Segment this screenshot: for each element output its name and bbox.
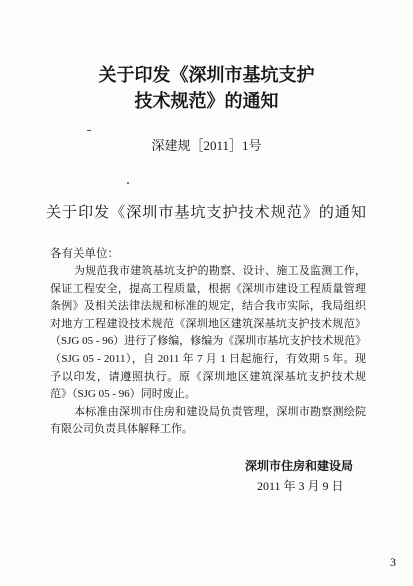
- scan-mark: [127, 182, 129, 184]
- page-number: 3: [390, 555, 396, 569]
- body-line: 条例》及相关法律法规和标准的规定，结合我市实际，我局组织: [50, 300, 366, 313]
- body-line: （SJG 05 - 2011），自 2011 年 7 月 1 日起施行，有效期 5 年。现: [50, 352, 366, 365]
- notice-body: [50, 263, 366, 439]
- body-line: 保证工程安全，提高工程质量，根据《深圳市建设工程质量管理: [50, 282, 366, 295]
- title-line: 技术规范》的通知: [134, 91, 279, 111]
- body-line: 有限公司负责具体解释工作。: [50, 423, 193, 436]
- document-number: 深建规［2011］1号: [151, 138, 262, 153]
- title-line: 关于印发《深圳市基坑支护: [98, 65, 315, 85]
- body-line: 予以印发，请遵照执行。原《深圳地区建筑深基坑支护技术规: [50, 370, 366, 383]
- notice-heading: 关于印发《深圳市基坑支护技术规范》的通知: [46, 205, 366, 221]
- document-title: [4, 62, 409, 114]
- body-line: 范》（SJG 05 - 96）同时废止。: [50, 388, 196, 401]
- body-line: （SJG 05 - 96）进行了修编，修编为《深圳市基坑支护技术规范》: [50, 335, 367, 348]
- issuing-authority: 深圳市住房和建设局: [245, 459, 354, 473]
- issue-date: 2011 年 3 月 9 日: [257, 479, 344, 493]
- salutation: 各有关单位：: [50, 248, 119, 260]
- body-line: 为规范我市建筑基坑支护的勘察、设计、施工及监测工作，: [74, 265, 366, 277]
- body-line: 本标准由深圳市住房和建设局负责管理，深圳市勘察测绘院: [74, 405, 366, 418]
- scan-mark: [87, 130, 91, 131]
- body-line: 对地方工程建设技术规范《深圳地区建筑深基坑支护技术规范》: [50, 317, 366, 330]
